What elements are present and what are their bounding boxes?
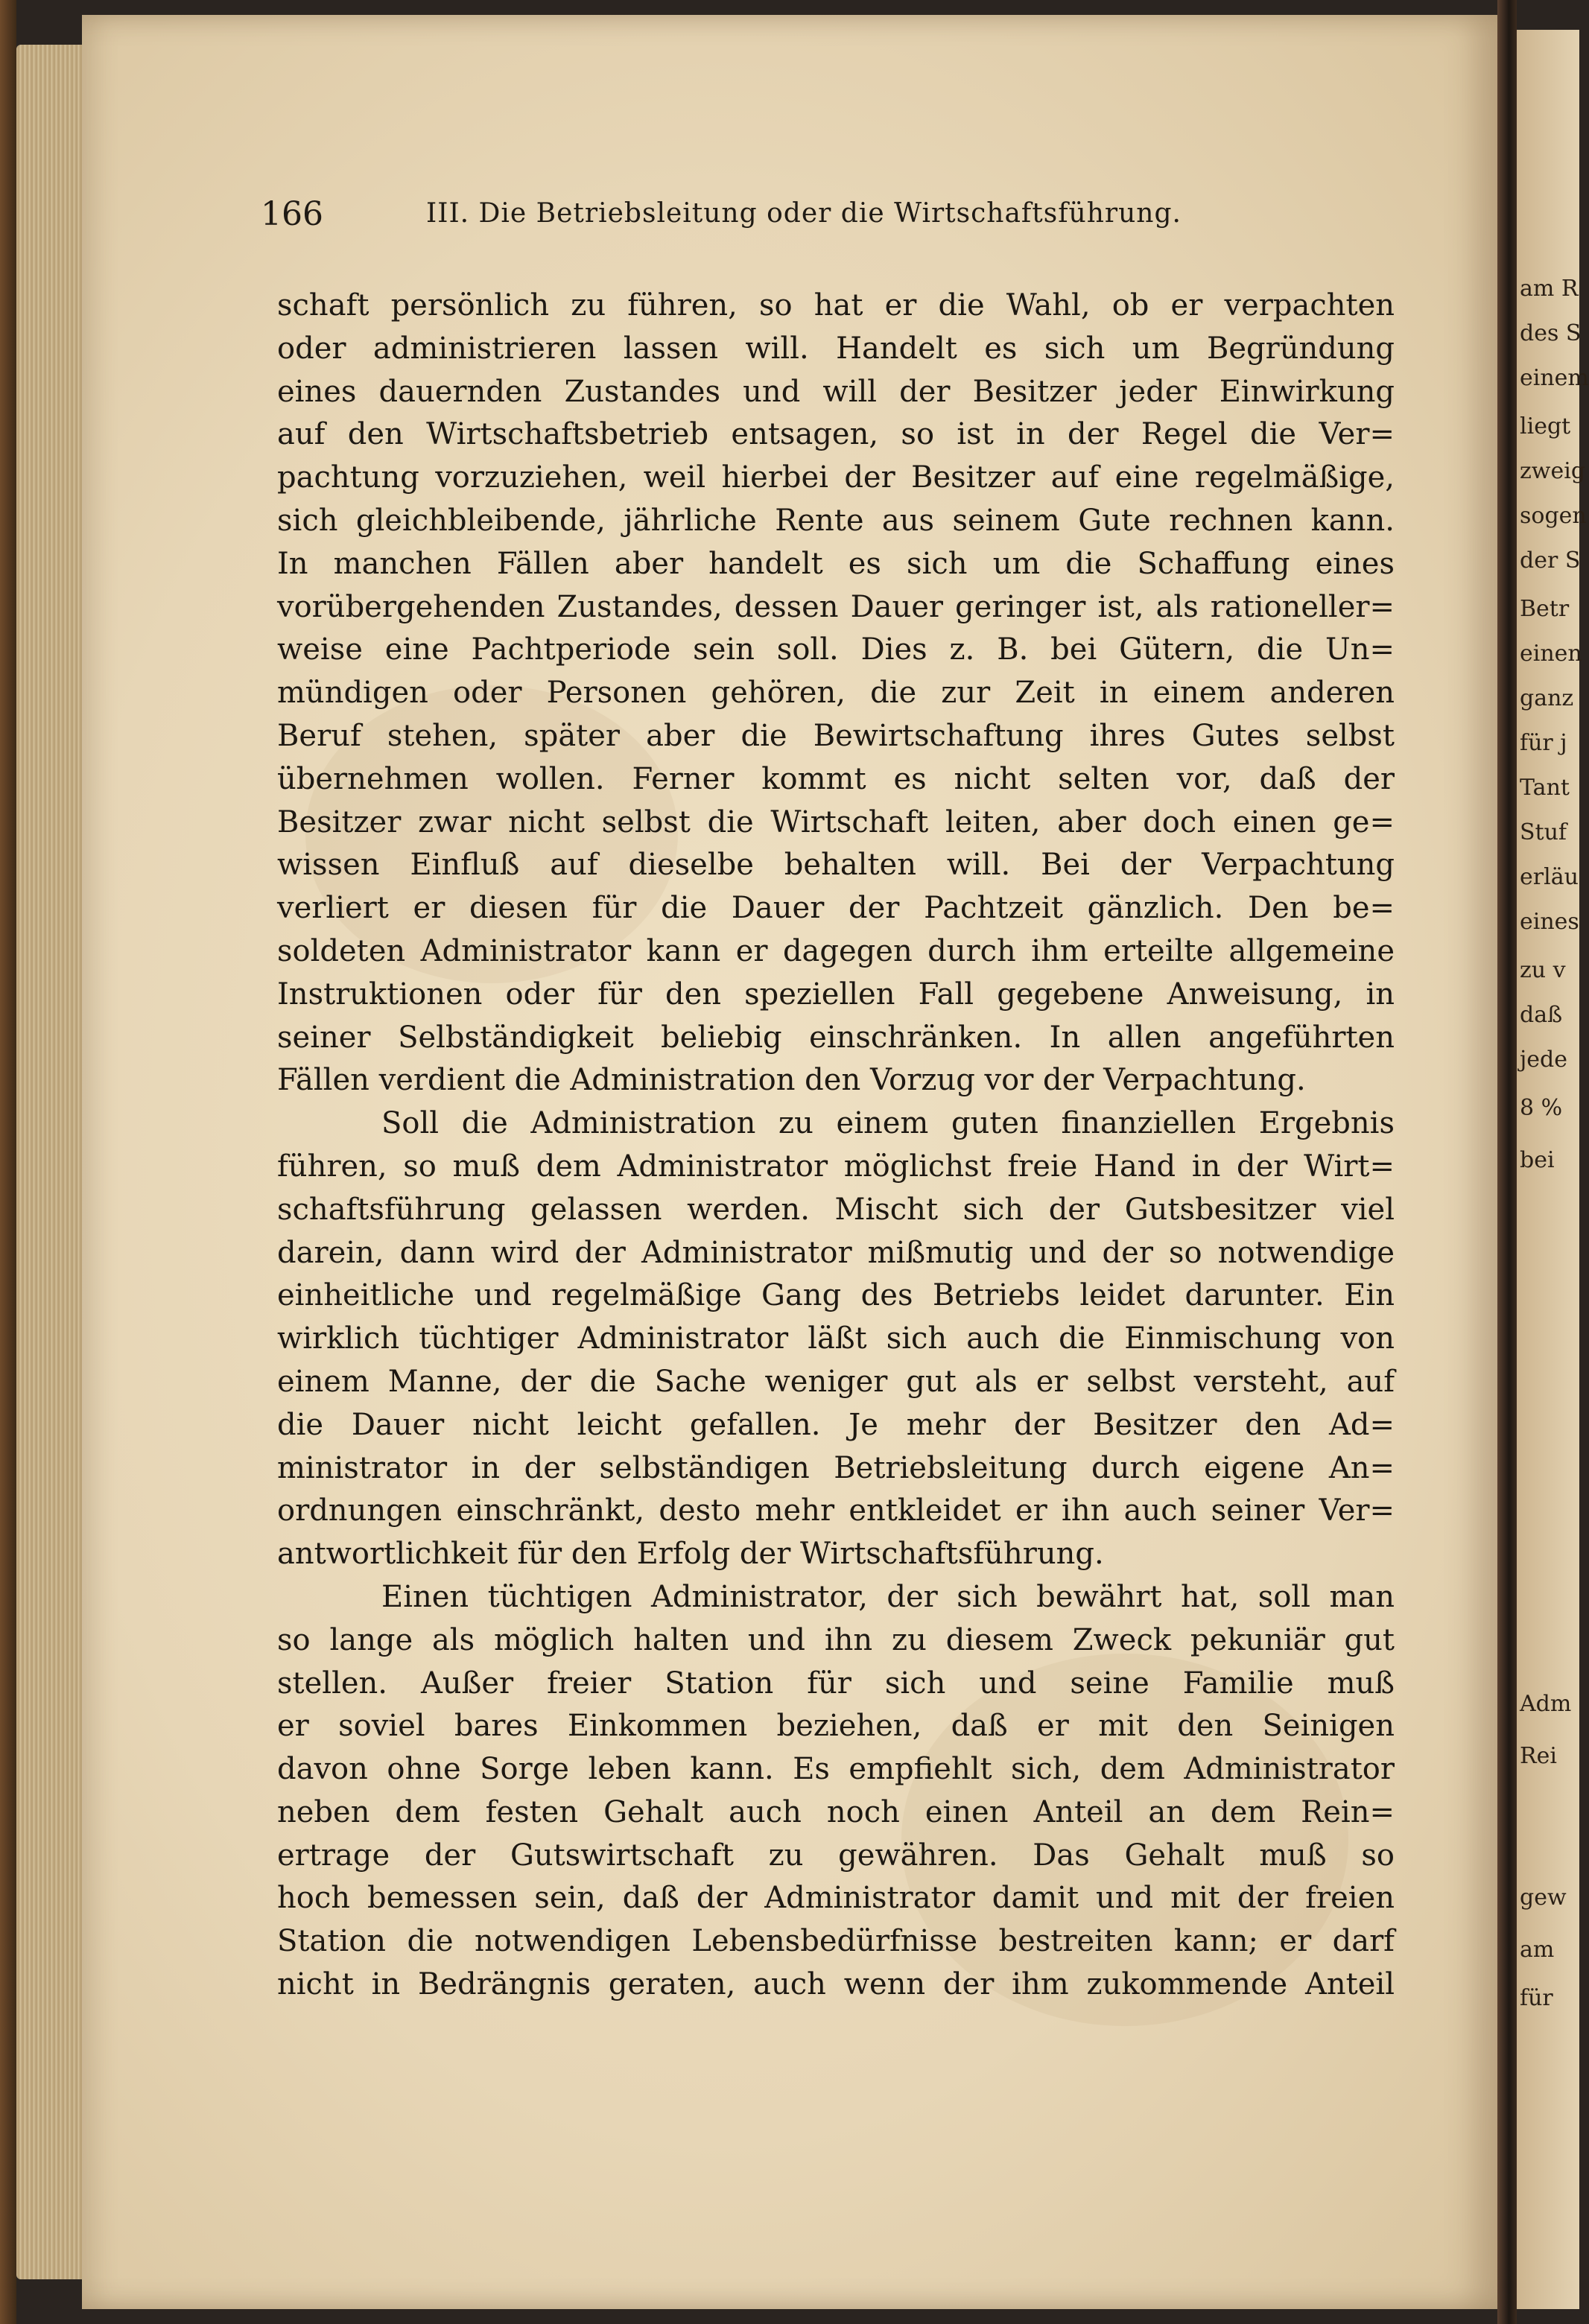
text-line: ordnungen einschränkt, desto mehr entkleidet er ihn auch seiner Ver= <box>277 1493 1395 1528</box>
text-line: wirklich tüchtiger Administrator läßt sich auch die Einmischung von <box>277 1321 1395 1356</box>
body-text <box>277 285 1395 2007</box>
facing-page-text: sogen <box>1520 503 1587 529</box>
text-line: soldeten Administrator kann er dagegen durch ihm erteilte allgemeine <box>277 933 1395 968</box>
facing-page-text: für j <box>1520 730 1567 756</box>
facing-page-text: Betr <box>1520 596 1570 622</box>
facing-page-text: der S <box>1520 547 1581 574</box>
facing-page-text: einem <box>1520 365 1589 391</box>
facing-page-text: Tant <box>1520 775 1570 801</box>
text-line: Fällen verdient die Administration den Vorzug vor der Verpachtung. <box>277 1063 1306 1098</box>
text-line: Beruf stehen, später aber die Bewirtschaftung ihres Gutes selbst <box>277 718 1395 753</box>
text-line: pachtung vorzuziehen, weil hierbei der Besitzer auf eine regelmäßige, <box>277 460 1395 495</box>
text-line: eines dauernden Zustandes und will der Besitzer jeder Einwirkung <box>277 374 1395 409</box>
running-head: III. Die Betriebsleitung oder die Wirtschaftsführung. <box>426 198 1182 229</box>
text-line: einem Manne, der die Sache weniger gut als er selbst versteht, auf <box>277 1364 1395 1399</box>
facing-page-text: zweig <box>1520 458 1586 484</box>
facing-page-text: jede <box>1520 1047 1568 1073</box>
text-line: führen, so muß dem Administrator möglichst freie Hand in der Wirt= <box>277 1149 1395 1184</box>
facing-page-text: am <box>1520 1937 1555 1963</box>
text-line: Besitzer zwar nicht selbst die Wirtschaft leiten, aber doch einen ge= <box>277 804 1395 839</box>
facing-page-text: zu v <box>1520 957 1566 983</box>
text-line: er soviel bares Einkommen beziehen, daß er mit den Seinigen <box>277 1709 1395 1744</box>
facing-page-text: ganz <box>1520 685 1574 711</box>
facing-page-text: des S <box>1520 320 1582 346</box>
facing-page-text: bei <box>1520 1147 1555 1173</box>
text-line: darein, dann wird der Administrator mißmutig und der so notwendige <box>277 1235 1395 1270</box>
book-gutter <box>1497 0 1517 2324</box>
text-line: mündigen oder Personen gehören, die zur Zeit in einem anderen <box>277 676 1395 711</box>
facing-page-text: erläu <box>1520 864 1579 890</box>
facing-page-text: Stuf <box>1520 819 1567 845</box>
text-line: so lange als möglich halten und ihn zu diesem Zweck pekuniär gut <box>277 1622 1395 1657</box>
text-line: ministrator in der selbständigen Betriebsleitung durch eigene An= <box>277 1450 1395 1485</box>
facing-page-text: daß <box>1520 1002 1563 1028</box>
facing-page-text: liegt <box>1520 413 1571 439</box>
text-line: hoch bemessen sein, daß der Administrator damit und mit der freien <box>277 1881 1395 1916</box>
text-line: stellen. Außer freier Station für sich und seine Familie muß <box>277 1666 1395 1701</box>
text-line: davon ohne Sorge leben kann. Es empfiehlt sich, dem Administrator <box>277 1752 1395 1787</box>
text-line: Instruktionen oder für den speziellen Fall gegebene Anweisung, in <box>277 977 1395 1012</box>
text-line: sich gleichbleibende, jährliche Rente aus seinem Gute rechnen kann. <box>277 503 1395 538</box>
facing-page-text: eines <box>1520 909 1579 935</box>
facing-page-text: Adm <box>1520 1691 1572 1717</box>
text-line: seiner Selbständigkeit beliebig einschränken. In allen angeführten <box>277 1020 1395 1055</box>
text-line: schaft persönlich zu führen, so hat er die Wahl, ob er verpachten <box>277 288 1395 323</box>
text-line: auf den Wirtschaftsbetrieb entsagen, so ist in der Regel die Ver= <box>277 417 1395 452</box>
facing-page-text: am R <box>1520 276 1579 302</box>
text-line: verliert er diesen für die Dauer der Pachtzeit gänzlich. Den be= <box>277 891 1395 926</box>
text-line: ertrage der Gutswirtschaft zu gewähren. Das Gehalt muß so <box>277 1838 1395 1873</box>
facing-page-text: Rei <box>1520 1743 1557 1769</box>
text-line: oder administrieren lassen will. Handelt es sich um Begründung <box>277 331 1395 366</box>
text-line: Soll die Administration zu einem guten finanziellen Ergebnis <box>381 1106 1395 1141</box>
facing-page-text: 8 % <box>1520 1095 1563 1121</box>
text-line: Einen tüchtigen Administrator, der sich bewährt hat, soll man <box>381 1579 1395 1614</box>
facing-page-text: einen <box>1520 641 1582 667</box>
text-line: In manchen Fällen aber handelt es sich um die Schaffung eines <box>277 546 1395 581</box>
text-line: nicht in Bedrängnis geraten, auch wenn der ihm zukommende Anteil <box>277 1967 1395 2002</box>
page-header <box>261 195 1229 240</box>
text-line: die Dauer nicht leicht gefallen. Je mehr der Besitzer den Ad= <box>277 1407 1395 1442</box>
text-line: antwortlichkeit für den Erfolg der Wirtschaftsführung. <box>277 1537 1104 1572</box>
text-line: einheitliche und regelmäßige Gang des Betriebs leidet darunter. Ein <box>277 1278 1395 1313</box>
facing-page-fragment <box>1517 30 1589 2309</box>
page-number: 166 <box>261 195 323 233</box>
text-line: weise eine Pachtperiode sein soll. Dies z. B. bei Gütern, die Un= <box>277 632 1395 667</box>
text-line: übernehmen wollen. Ferner kommt es nicht selten vor, daß der <box>277 761 1395 796</box>
text-line: wissen Einfluß auf dieselbe behalten will. Bei der Verpachtung <box>277 848 1395 883</box>
text-line: schaftsführung gelassen werden. Mischt sich der Gutsbesitzer viel <box>277 1192 1395 1227</box>
book-spine <box>0 0 16 2324</box>
text-line: neben dem festen Gehalt auch noch einen Anteil an dem Rein= <box>277 1794 1395 1829</box>
text-line: vorübergehenden Zustandes, dessen Dauer geringer ist, als rationeller= <box>277 589 1395 624</box>
facing-page-text: für <box>1520 1985 1553 2011</box>
text-line: Station die notwendigen Lebensbedürfnisse bestreiten kann; er darf <box>277 1924 1395 1959</box>
facing-page-text: gew <box>1520 1885 1567 1911</box>
